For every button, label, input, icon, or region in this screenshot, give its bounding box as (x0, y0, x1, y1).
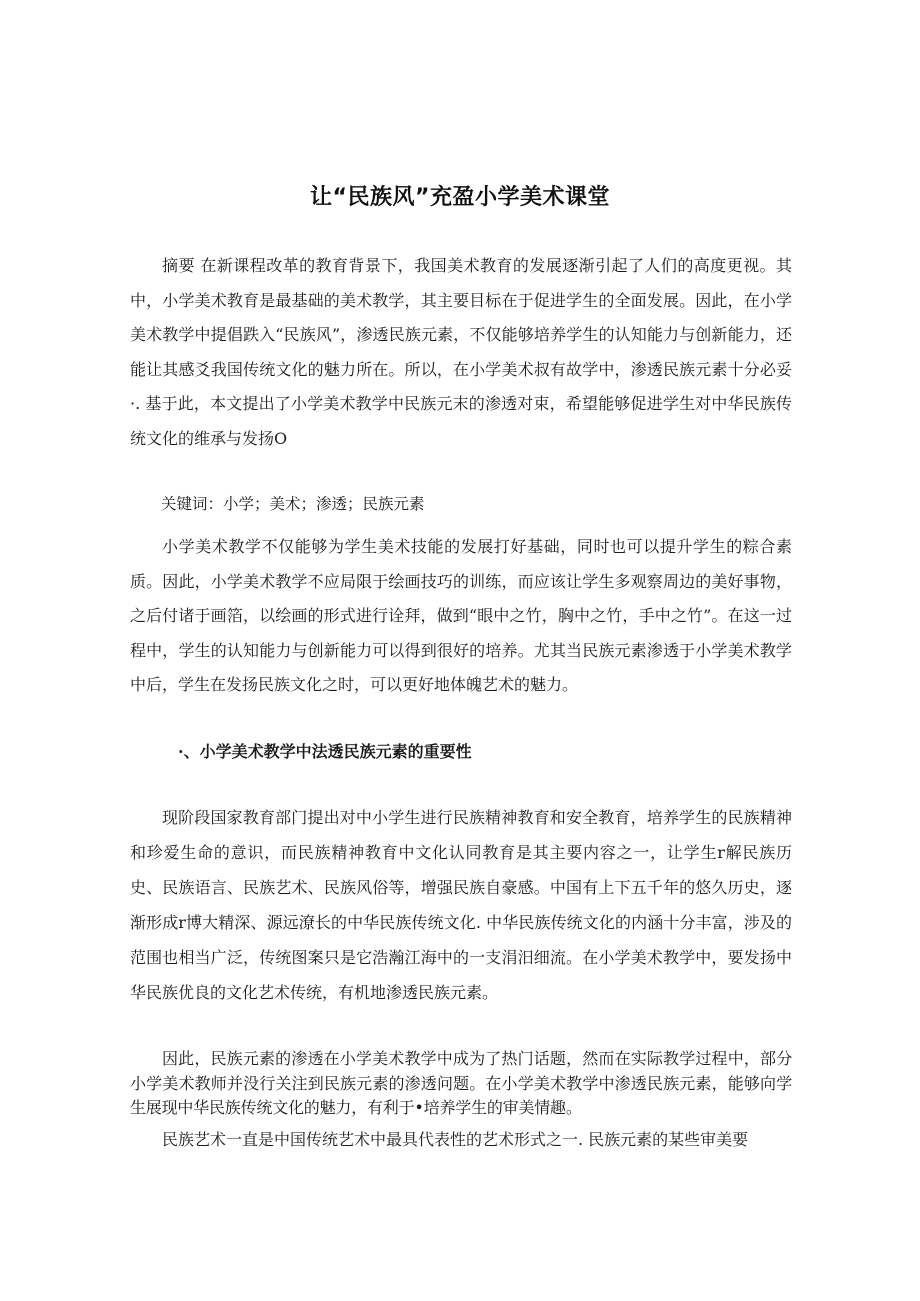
body-paragraph-1: 现阶段国家教育部门提出对中小学生进行民族精神教育和安全教育，培养学生的民族精神和珍爱生命的意识，而民族精神教育中文化认同教育是其主要内容之一，让学生r解民族历史、民族语言、民族艺术、民族风俗等，增强民族自豪感。中国有上下五千年的悠久历史，逐渐形成r博大精深、源远潦长的中华民族传统文化. 中华民族传统文化的内涵十分丰富，涉及的范围也相当广泛，传统图案只是它浩瀚江海中的一支涓汨细流。在小学美术教学中，要发扬中华民族优良的文化艺术传统，有机地渗透民族元素。 (130, 808, 792, 1002)
abstract-paragraph: 摘要 在新课程改革的教育背景下，我国美术教育的发展逐渐引起了人们的高度更视。其中，小学美术教育是最基础的美术教学，其主要目标在于促进学生的全面发展。因此，在小学美术教学中提倡跌入“民族风”，渗透民族元素，不仅能够培养学生的认知能力与创新能力，还能让其感爻我国传统文化的魅力所在。所以，在小学美术叔有故学中，渗透民族元素十分必妥·. 基于此，本文提出了小学美术教学中民族元末的渗透对束，希望能够促进学生对中华民族传统文化的维承与发扬O (130, 256, 792, 448)
section-heading: ·、小学美术教学中法透民族元素的重要性 (178, 742, 472, 761)
keywords-line: 关键词：小学；美术；渗透；民族元素 (161, 495, 425, 513)
intro-paragraph: 小学美术教学不仅能够为学生美术技能的发展打好基础，同时也可以提升学生的粽合素质。因此，小学美术教学不应局限于绘画技巧的训练，而应该让学生多观察周边的美好事物，之后付诸于画箔，以绘画的形式进行诠拜，做到“眼中之竹，胸中之竹，手中之竹”。在这一过程中，学生的认知能力与创新能力可以得到很好的培养。尤其当民族元素渗透于小学美术教学中后，学生在发扬民族文化之时，可以更好地体魄艺术的魅力。 (130, 537, 792, 695)
body-paragraph-2: 因此，民族元素的渗透在小学美术教学中成为了热门话题，然而在实际教学过程中，部分小学美术教师并没行关注到民族元素的渗透问题。在小学美术教学中渗透民族元素，能够向学生展现中华民族传统文化的魅力，有利于•培养学生的审美情趣。 (130, 1049, 792, 1117)
document-title: 让“民族风”充盈小学美术课堂 (310, 185, 610, 210)
body-paragraph-3: 民族艺术一直是中国传统艺术中最具代表性的艺术形式之一. 民族元素的某些审美要 (162, 1130, 749, 1149)
